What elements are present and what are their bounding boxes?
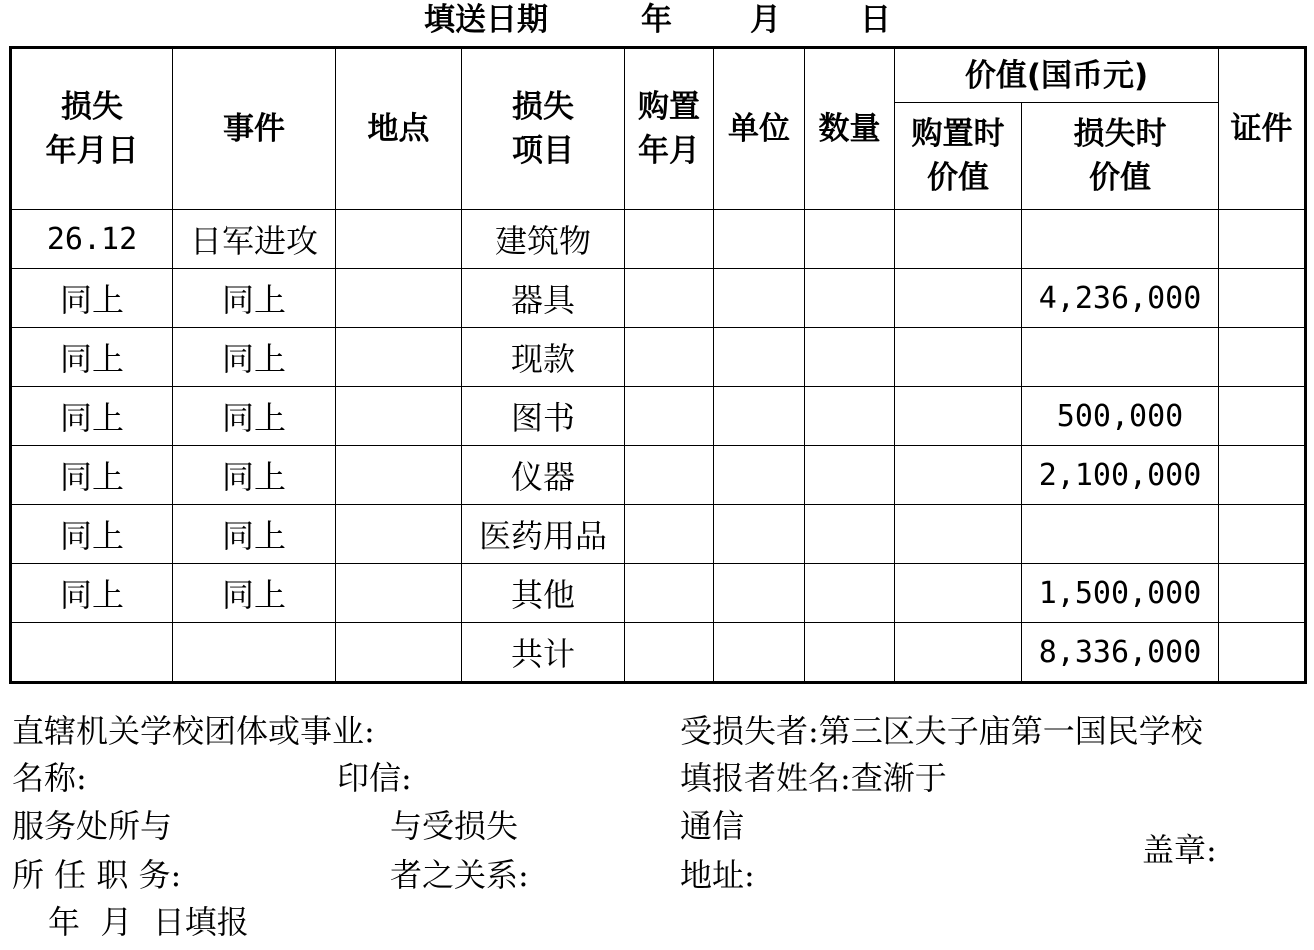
col-proof: 证件 — [1219, 48, 1306, 210]
cell-value-loss: 2,100,000 — [1022, 446, 1219, 505]
date-month: 月 — [750, 2, 781, 38]
cell-item: 仪器 — [462, 446, 625, 505]
col-item: 损失 项目 — [462, 48, 625, 210]
cell-place — [336, 328, 462, 387]
cell-unit — [714, 623, 805, 683]
service-place-label: 服务处所与 — [12, 807, 173, 845]
seal-label: 印信: — [337, 759, 412, 797]
cell-quantity — [805, 269, 895, 328]
cell-proof — [1219, 623, 1306, 683]
cell-value-loss: 500,000 — [1022, 387, 1219, 446]
cell-date: 26.12 — [11, 210, 173, 269]
cell-quantity — [805, 623, 895, 683]
cell-date: 同上 — [11, 446, 173, 505]
cell-value-purchase — [895, 328, 1022, 387]
cell-proof — [1219, 446, 1306, 505]
table-row — [11, 623, 1306, 683]
col-value-group: 价值(国币元) — [895, 48, 1219, 103]
col-purchase-date: 购置 年月 — [625, 48, 714, 210]
cell-event: 同上 — [173, 564, 336, 623]
cell-proof — [1219, 269, 1306, 328]
cell-purchase-date — [625, 505, 714, 564]
cell-value-purchase — [895, 210, 1022, 269]
col-value-loss: 损失时 价值 — [1022, 103, 1219, 210]
cell-purchase-date — [625, 210, 714, 269]
table-row — [11, 564, 1306, 623]
cell-value-purchase — [895, 623, 1022, 683]
cell-item: 图书 — [462, 387, 625, 446]
relation-label-1: 与受损失 — [390, 807, 519, 845]
cell-place — [336, 387, 462, 446]
col-quantity: 数量 — [805, 48, 895, 210]
cell-event: 同上 — [173, 505, 336, 564]
cell-value-purchase — [895, 564, 1022, 623]
cell-event: 同上 — [173, 387, 336, 446]
cell-proof — [1219, 387, 1306, 446]
agency-label: 直辖机关学校团体或事业: — [12, 712, 375, 750]
cell-date: 同上 — [11, 328, 173, 387]
cell-unit — [714, 269, 805, 328]
cell-purchase-date — [625, 446, 714, 505]
cell-quantity — [805, 210, 895, 269]
cell-value-purchase — [895, 387, 1022, 446]
date-day: 日 — [860, 2, 891, 38]
cell-value-purchase — [895, 446, 1022, 505]
cell-place — [336, 505, 462, 564]
filed-date-label: 年 月 日填报 — [48, 903, 249, 941]
table-row — [11, 269, 1306, 328]
cell-date: 同上 — [11, 564, 173, 623]
cell-quantity — [805, 505, 895, 564]
cell-unit — [714, 446, 805, 505]
cell-date: 同上 — [11, 387, 173, 446]
cell-purchase-date — [625, 564, 714, 623]
cell-event: 同上 — [173, 328, 336, 387]
cell-unit — [714, 328, 805, 387]
table-row — [11, 505, 1306, 564]
address-label: 地址: — [680, 856, 755, 894]
cell-purchase-date — [625, 623, 714, 683]
col-unit: 单位 — [714, 48, 805, 210]
col-event: 事件 — [173, 48, 336, 210]
cell-purchase-date — [625, 269, 714, 328]
cell-value-loss: 4,236,000 — [1022, 269, 1219, 328]
cell-unit — [714, 387, 805, 446]
cell-proof — [1219, 564, 1306, 623]
col-place: 地点 — [336, 48, 462, 210]
cell-date — [11, 623, 173, 683]
cell-item: 其他 — [462, 564, 625, 623]
cell-value-purchase — [895, 505, 1022, 564]
table-row — [11, 446, 1306, 505]
cell-item: 现款 — [462, 328, 625, 387]
date-label: 填送日期 — [424, 2, 548, 38]
cell-place — [336, 623, 462, 683]
table-row — [11, 210, 1306, 269]
cell-place — [336, 446, 462, 505]
cell-place — [336, 210, 462, 269]
cell-event: 同上 — [173, 269, 336, 328]
cell-date: 同上 — [11, 269, 173, 328]
cell-item: 医药用品 — [462, 505, 625, 564]
cell-event: 同上 — [173, 446, 336, 505]
cell-quantity — [805, 446, 895, 505]
cell-value-loss — [1022, 505, 1219, 564]
col-value-purchase: 购置时 价值 — [895, 103, 1022, 210]
header — [0, 0, 1314, 44]
comm-label: 通信 — [680, 807, 745, 845]
cell-item: 共计 — [462, 623, 625, 683]
name-label: 名称: — [12, 759, 87, 797]
cell-quantity — [805, 564, 895, 623]
cell-quantity — [805, 328, 895, 387]
cell-date: 同上 — [11, 505, 173, 564]
cell-quantity — [805, 387, 895, 446]
cell-unit — [714, 505, 805, 564]
cell-place — [336, 564, 462, 623]
date-year: 年 — [641, 2, 672, 38]
cell-item: 器具 — [462, 269, 625, 328]
cell-value-loss — [1022, 210, 1219, 269]
table-row — [11, 328, 1306, 387]
cell-value-loss: 1,500,000 — [1022, 564, 1219, 623]
loss-table — [9, 46, 1307, 684]
reporter-label: 填报者姓名:查渐于 — [680, 759, 947, 797]
col-loss-date: 损失 年月日 — [11, 48, 173, 210]
cell-event: 日军进攻 — [173, 210, 336, 269]
cell-purchase-date — [625, 387, 714, 446]
cell-unit — [714, 210, 805, 269]
table-row — [11, 387, 1306, 446]
cell-place — [336, 269, 462, 328]
cell-proof — [1219, 210, 1306, 269]
stamp-label: 盖章: — [1142, 831, 1217, 869]
cell-proof — [1219, 328, 1306, 387]
cell-event — [173, 623, 336, 683]
cell-item: 建筑物 — [462, 210, 625, 269]
cell-purchase-date — [625, 328, 714, 387]
cell-proof — [1219, 505, 1306, 564]
cell-value-purchase — [895, 269, 1022, 328]
position-label: 所 任 职 务: — [12, 856, 182, 894]
relation-label-2: 者之关系: — [390, 856, 529, 894]
cell-unit — [714, 564, 805, 623]
cell-value-loss: 8,336,000 — [1022, 623, 1219, 683]
cell-value-loss — [1022, 328, 1219, 387]
victim-label: 受损失者:第三区夫子庙第一国民学校 — [680, 712, 1203, 750]
